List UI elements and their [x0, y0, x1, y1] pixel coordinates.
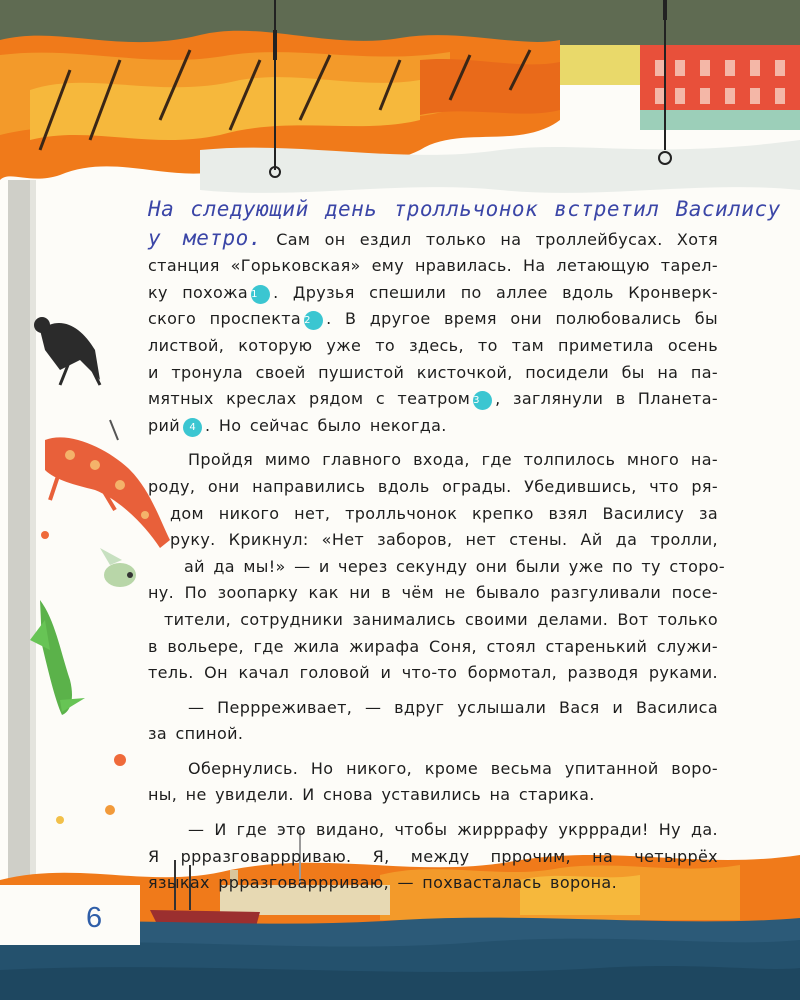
text-span: ку похожа — [148, 282, 249, 302]
text-line: станция «Горьковская» ему нравилась. На летающую тарел- — [148, 256, 718, 276]
paragraph-gap — [148, 809, 718, 817]
text-line: тель. Он качал головой и что-то бормотал, разводя руками. — [148, 663, 718, 683]
black-goat-figure — [34, 317, 100, 385]
text-span: . В другое время они полюбовались бы — [326, 309, 718, 329]
text-line: — Перрреживает, — вдруг услышали Вася и Василиса — [188, 697, 718, 717]
text-line — [148, 306, 718, 333]
footnote-badge[interactable]: 3 — [473, 391, 492, 410]
text-line: в вольере, где жила жирафа Соня, стоял старенький служи- — [148, 636, 718, 656]
paragraph-gap — [148, 748, 718, 756]
crocodile-figure — [30, 600, 85, 715]
text-span: . Друзья спешили по аллее вдоль Кронверк- — [273, 282, 718, 302]
text-line: — И где это видано, чтобы жирррафу укррради! Ну да. — [188, 820, 718, 840]
footnote-badge[interactable]: 2 — [304, 311, 323, 330]
text-line — [148, 386, 718, 413]
text-line: Обернулись. Но никого, кроме весьма упитанной воро- — [188, 758, 718, 778]
text-line: языках ррразговаррриваю, — похвасталась ворона. — [148, 873, 618, 893]
text-line: тители, сотрудники занимались своими делами. Вот только — [164, 609, 718, 629]
text-line: Я ррразговаррриваю. Я, между пррочим, на четыррёх — [148, 846, 718, 866]
story-text — [148, 196, 781, 897]
text-span: Сам он ездил только на троллейбусах. Хотя — [276, 229, 718, 249]
text-line: листвой, которую уже то здесь, то там приметила осень — [148, 335, 718, 355]
text-span: ского проспекта — [148, 309, 302, 329]
page-number: 6 — [86, 902, 103, 934]
text-span: , заглянули в Планета- — [495, 389, 718, 409]
text-span: мятных креслах рядом с театром — [148, 389, 471, 409]
footnote-badge[interactable]: 1 — [251, 285, 270, 304]
text-line — [148, 280, 718, 307]
text-line: руку. Крикнул: «Нет заборов, нет стены. Ай да тролли, — [170, 530, 718, 550]
text-line: Пройдя мимо главного входа, где толпилось много на- — [188, 450, 718, 470]
text-line — [148, 196, 781, 225]
text-line: дом никого нет, тролльчонок крепко взял Василису за — [170, 503, 718, 523]
tree-trunk — [8, 180, 30, 880]
text-line: ну. По зоопарку как ни в чём не бывало разгуливали посе- — [148, 583, 718, 603]
text-line: ай да мы!» — и через секунду они были уже по ту сторо- — [184, 556, 726, 576]
paragraph-gap — [148, 439, 718, 447]
text-line — [148, 225, 718, 254]
footnote-badge[interactable]: 4 — [183, 418, 202, 437]
small-bird-figure — [100, 548, 136, 587]
text-line: и тронула своей пушистой кисточкой, посидели бы на па- — [148, 362, 718, 382]
text-line: роду, они направились вдоль ограды. Убедившись, что ря- — [148, 476, 718, 496]
text-line — [148, 413, 718, 440]
text-line: за спиной. — [148, 724, 244, 744]
paragraph-gap — [148, 687, 718, 695]
handwritten-opening-end: у метро. — [148, 225, 262, 250]
handwritten-opening: На следующий день тролльчонок встретил Василису — [148, 197, 781, 221]
text-line: ны, не увидели. И снова уставились на старика. — [148, 785, 595, 805]
text-span: рий — [148, 415, 181, 435]
text-span: . Но сейчас было некогда. — [205, 415, 447, 435]
